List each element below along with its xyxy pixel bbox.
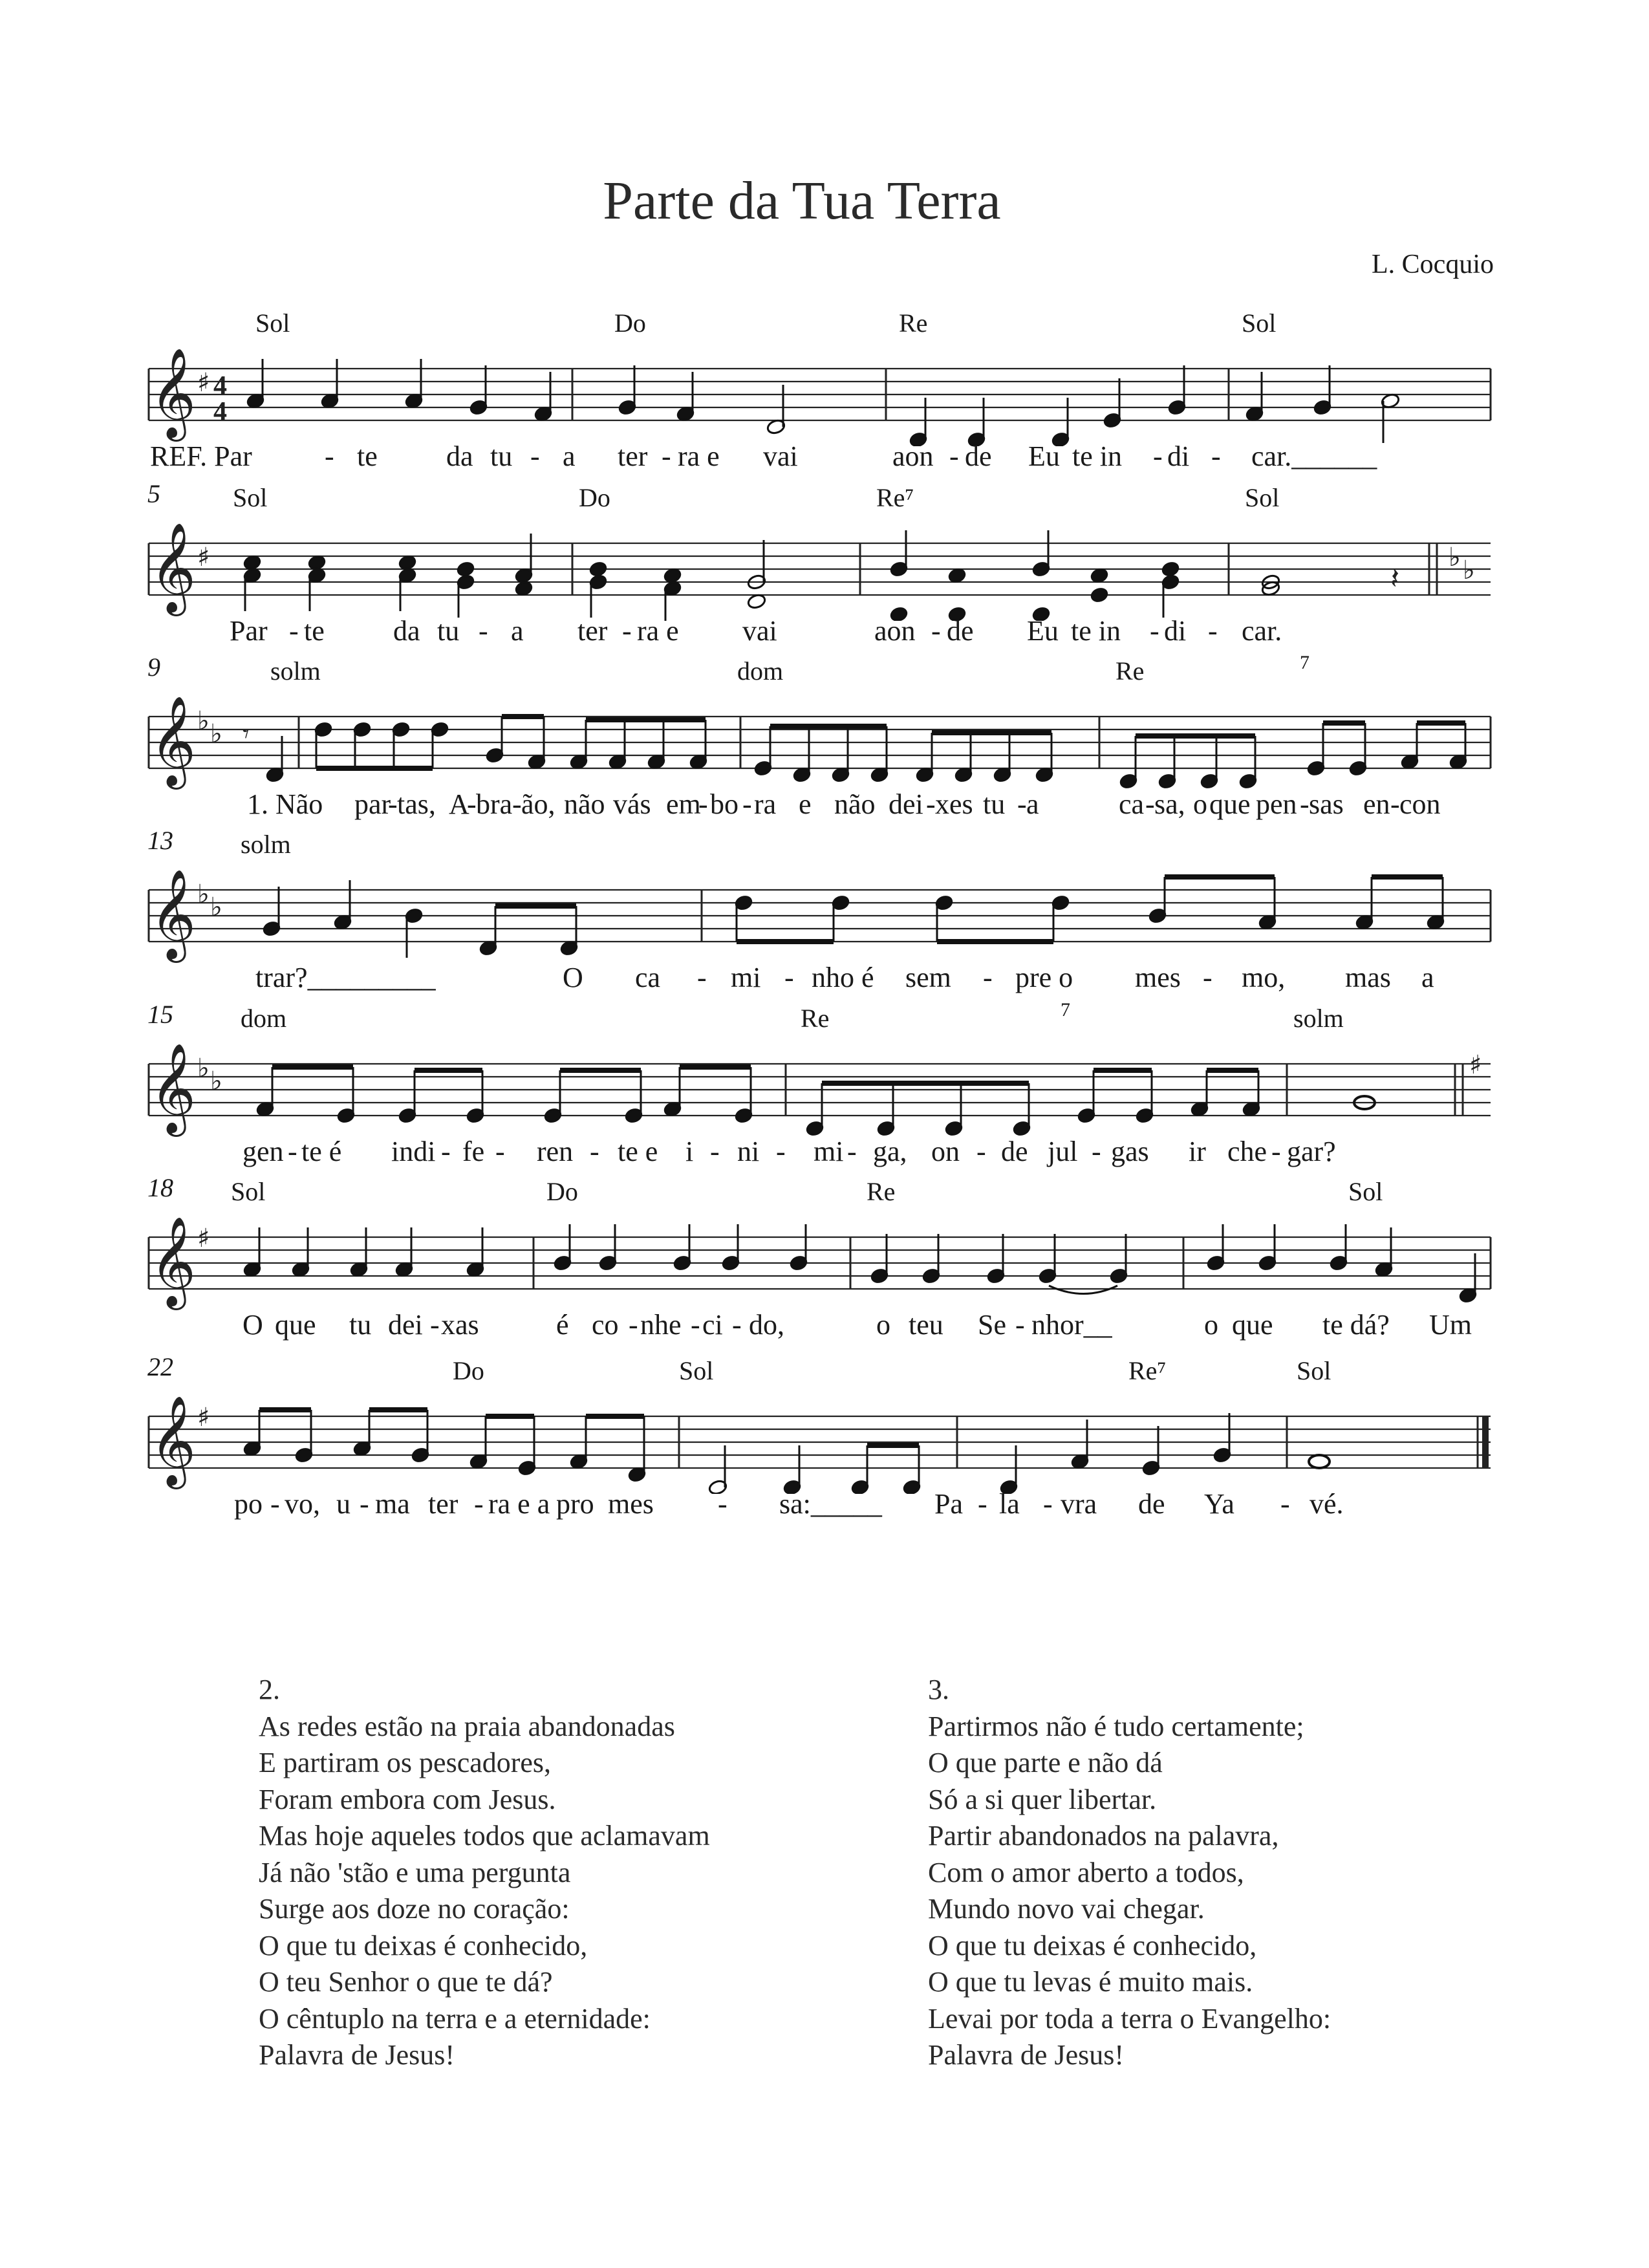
lyric-syllable: -	[742, 788, 752, 820]
lyric-syllable: che	[1227, 1136, 1267, 1167]
staff-lines	[149, 369, 1491, 420]
lyrics-line	[0, 614, 1649, 653]
lyric-syllable: -	[1280, 1488, 1290, 1520]
lyric-syllable: trar?_________	[255, 962, 436, 993]
chord-symbol: 7	[1061, 999, 1070, 1021]
lyric-syllable: sas	[1309, 788, 1344, 820]
music-system	[0, 479, 1649, 666]
lyric-syllable: vai	[763, 440, 798, 472]
lyric-syllable: ra e a	[488, 1488, 550, 1520]
lyric-syllable: -	[629, 1309, 638, 1341]
lyric-syllable: mi	[814, 1136, 844, 1167]
chord-symbol: Do	[546, 1177, 578, 1206]
time-signature: 4	[213, 371, 227, 401]
lyric-syllable: mas	[1345, 962, 1391, 993]
chord-symbol: Re	[1116, 656, 1145, 686]
lyric-syllable: -	[662, 440, 671, 472]
lyric-syllable: a	[511, 615, 524, 647]
lyric-syllable: Par	[230, 615, 268, 647]
lyric-syllable: -	[495, 1136, 505, 1167]
treble-clef-icon: 𝄞	[150, 1043, 196, 1133]
lyric-syllable: A	[449, 788, 469, 820]
music-system	[0, 1172, 1649, 1360]
music-system	[0, 1352, 1649, 1539]
verse-line: Mundo novo vai chegar.	[928, 1893, 1205, 1925]
chord-symbol: Re⁷	[876, 483, 914, 512]
lyric-syllable: -	[512, 788, 522, 820]
verse-line: Com o amor aberto a todos,	[928, 1856, 1244, 1888]
lyric-syllable: ma	[375, 1488, 410, 1520]
lyric-syllable: ter	[577, 615, 608, 647]
lyric-syllable: -	[949, 440, 959, 472]
lyric-syllable: Eu	[1027, 615, 1059, 647]
lyric-syllable: car.	[1242, 615, 1282, 647]
chord-symbol: dom	[241, 1004, 287, 1033]
lyric-syllable: -	[467, 788, 477, 820]
lyric-syllable: -	[1043, 1488, 1053, 1520]
music-system	[0, 999, 1649, 1187]
lyric-syllable: vai	[742, 615, 777, 647]
verse-line: O que parte e não dá	[928, 1747, 1163, 1778]
chord-symbol: Sol	[1297, 1356, 1331, 1385]
lyric-syllable: -	[784, 962, 794, 993]
verse-line: O que tu deixas é conhecido,	[928, 1929, 1257, 1961]
lyric-syllable: -	[847, 1136, 857, 1167]
lyric-syllable: REF. Par	[150, 440, 252, 472]
lyric-syllable: -	[1153, 440, 1163, 472]
lyric-syllable: -	[931, 615, 941, 647]
verse-line: Levai por toda a terra o Evangelho:	[928, 2002, 1331, 2035]
sharp-icon: ♯	[197, 543, 210, 572]
lyric-syllable: on	[931, 1136, 960, 1167]
lyric-syllable: -	[530, 440, 540, 472]
verse-line: As redes estão na praia abandonadas	[259, 1710, 675, 1742]
lyric-syllable: -	[698, 788, 708, 820]
lyric-syllable: gen	[242, 1136, 284, 1167]
lyric-syllable: te dá?	[1322, 1309, 1390, 1341]
lyric-syllable: que	[1209, 788, 1251, 820]
lyric-syllable: -	[926, 788, 936, 820]
lyric-syllable: -	[360, 1488, 369, 1520]
lyric-syllable: O	[242, 1309, 263, 1341]
lyric-syllable: con	[1399, 788, 1441, 820]
lyric-syllable: pen	[1256, 788, 1297, 820]
lyric-syllable: te e	[618, 1136, 658, 1167]
lyric-syllable: ni	[737, 1136, 760, 1167]
lyric-syllable: -	[691, 1309, 700, 1341]
lyric-syllable: te in	[1072, 440, 1122, 472]
chord-symbol: Do	[453, 1356, 484, 1385]
lyric-syllable: -	[325, 440, 334, 472]
chord-symbol: Re⁷	[1128, 1356, 1167, 1385]
lyric-syllable: -	[776, 1136, 786, 1167]
lyric-syllable: te	[357, 440, 378, 472]
chord-symbol: Sol	[255, 308, 290, 338]
lyric-syllable: vé.	[1310, 1488, 1344, 1520]
measure-number: 9	[147, 653, 160, 682]
lyric-syllable: -	[289, 615, 299, 647]
verse-3	[928, 1672, 1331, 2074]
chord-symbol: Sol	[1245, 483, 1280, 512]
verse-line: E partiram os pescadores,	[259, 1747, 552, 1778]
lyric-syllable: i	[685, 1136, 694, 1167]
lyric-syllable: Um	[1429, 1309, 1472, 1341]
lyric-syllable: -	[388, 788, 398, 820]
verse-number: 2.	[259, 1674, 280, 1705]
lyric-syllable: de	[947, 615, 974, 647]
verse-number: 3.	[928, 1674, 949, 1705]
lyric-syllable: sa:_____	[779, 1488, 882, 1520]
notes	[266, 717, 1468, 790]
lyric-syllable: ca	[1119, 788, 1145, 820]
treble-clef-icon: 𝄞	[150, 696, 196, 786]
svg-text:4: 4	[213, 397, 227, 427]
lyric-syllable: Eu	[1028, 440, 1060, 472]
lyric-syllable: nho é	[812, 962, 874, 993]
lyric-syllable: mes	[608, 1488, 654, 1520]
notes	[263, 877, 1445, 958]
lyric-syllable: te in	[1071, 615, 1121, 647]
lyric-syllable: -	[441, 1136, 451, 1167]
lyric-syllable: di	[1164, 615, 1187, 647]
lyric-syllable: tu	[490, 440, 513, 472]
lyric-syllable: -	[1015, 1309, 1025, 1341]
lyric-syllable: -	[983, 962, 993, 993]
verse-line: Partir abandonados na palavra,	[928, 1820, 1279, 1852]
lyric-syllable: -	[1211, 440, 1221, 472]
staff-notation	[0, 652, 1649, 794]
chord-symbol: Re	[801, 1004, 830, 1033]
lyric-syllable: -	[732, 1309, 742, 1341]
lyric-syllable: fe	[462, 1136, 485, 1167]
lyric-syllable: pro	[556, 1488, 594, 1520]
lyric-syllable: jul	[1048, 1136, 1078, 1167]
lyric-syllable: vra	[1061, 1488, 1097, 1520]
lyric-syllable: de	[965, 440, 992, 472]
lyric-syllable: tu	[437, 615, 460, 647]
lyric-syllable: -	[479, 615, 488, 647]
lyric-syllable: o	[1204, 1309, 1218, 1341]
verse-line: O teu Senhor o que te dá?	[259, 1966, 553, 1998]
lyric-syllable: ra e	[678, 440, 720, 472]
verse-line: O cêntuplo na terra e a eternidade:	[259, 2002, 651, 2035]
lyric-syllable: -	[1390, 788, 1400, 820]
lyric-syllable: o	[1193, 788, 1207, 820]
lyric-syllable: te	[304, 615, 325, 647]
measure-number: 5	[147, 479, 160, 508]
lyric-syllable: -	[1150, 615, 1159, 647]
composer-name: L. Cocquio	[1372, 250, 1494, 279]
lyric-syllable: em	[666, 788, 701, 820]
lyric-syllable: mes	[1135, 962, 1181, 993]
staff-notation	[0, 304, 1649, 446]
sharp-icon: ♯	[197, 368, 210, 398]
verse-line: Já não 'stão e uma pergunta	[259, 1856, 571, 1888]
lyric-syllable: e	[799, 788, 812, 820]
verse-2	[259, 1672, 710, 2074]
chord-symbol: Re	[899, 308, 928, 338]
lyric-syllable: 1. Não	[247, 788, 323, 820]
music-system	[0, 304, 1649, 491]
chord-symbol: Re	[867, 1177, 896, 1206]
lyric-syllable: tu	[983, 788, 1006, 820]
lyric-syllable: ga,	[873, 1136, 907, 1167]
lyrics-line	[0, 440, 1649, 479]
treble-clef-icon: 𝄞	[150, 869, 196, 959]
lyric-syllable: aon	[892, 440, 934, 472]
verse-line: Palavra de Jesus!	[259, 2039, 455, 2071]
flat-icon: ♭	[197, 1053, 210, 1083]
lyric-syllable: ter	[618, 440, 648, 472]
lyric-syllable: mi	[731, 962, 761, 993]
lyrics-line	[0, 961, 1649, 1000]
lyric-syllable: indi	[391, 1136, 436, 1167]
lyric-syllable: ão,	[521, 788, 555, 820]
flat-icon: ♭	[197, 880, 210, 909]
chord-symbol: Sol	[233, 483, 268, 512]
lyric-syllable: o	[876, 1309, 890, 1341]
lyric-syllable: dei	[388, 1309, 423, 1341]
lyric-syllable: -	[978, 1488, 987, 1520]
measure-number: 22	[147, 1352, 173, 1381]
measure-number: 18	[147, 1173, 173, 1202]
staff-notation	[0, 1352, 1649, 1494]
lyric-syllable: u	[336, 1488, 350, 1520]
lyric-syllable: -	[590, 1136, 599, 1167]
verse-line: Só a si quer libertar.	[928, 1783, 1157, 1815]
lyric-syllable: -	[270, 1488, 280, 1520]
song-title: Parte da Tua Terra	[603, 171, 1001, 231]
lyric-syllable: -	[697, 962, 707, 993]
lyric-syllable: ra	[754, 788, 777, 820]
lyric-syllable: dei	[889, 788, 923, 820]
lyric-syllable: xes	[935, 788, 973, 820]
lyric-syllable: ca	[635, 962, 661, 993]
sharp-icon: ♯	[1469, 1050, 1482, 1080]
notes	[243, 1410, 1330, 1494]
lyric-syllable: do,	[749, 1309, 784, 1341]
chord-symbol: solm	[241, 830, 291, 859]
verse-line: O que tu levas é muito mais.	[928, 1966, 1253, 1998]
lyric-syllable: -	[718, 1488, 727, 1520]
notes	[256, 1067, 1375, 1137]
lyric-syllable: de	[1138, 1488, 1165, 1520]
lyric-syllable: a	[563, 440, 576, 472]
lyric-syllable: -	[1092, 1136, 1101, 1167]
lyric-syllable: de	[1001, 1136, 1028, 1167]
lyric-syllable: -	[430, 1309, 440, 1341]
lyric-syllable: vás	[613, 788, 651, 820]
lyric-syllable: sem	[905, 962, 951, 993]
lyric-syllable: -	[1300, 788, 1310, 820]
lyrics-line	[0, 1487, 1649, 1526]
verse-line: Partirmos não é tudo certamente;	[928, 1710, 1304, 1742]
lyric-syllable: mo,	[1242, 962, 1286, 993]
treble-clef-icon: 𝄞	[150, 348, 196, 438]
lyric-syllable: sa,	[1154, 788, 1185, 820]
lyric-syllable: Ya	[1204, 1488, 1234, 1520]
lyric-syllable: -	[1145, 788, 1155, 820]
lyric-syllable: teu	[909, 1309, 943, 1341]
lyric-syllable: gar?	[1287, 1136, 1336, 1167]
lyric-syllable: -	[474, 1488, 484, 1520]
lyric-syllable: -	[1203, 962, 1212, 993]
lyric-syllable: -	[1271, 1136, 1281, 1167]
lyric-syllable: -	[976, 1136, 986, 1167]
lyric-syllable: -	[710, 1136, 720, 1167]
lyric-syllable: é	[556, 1309, 569, 1341]
svg-text:♭: ♭	[210, 892, 222, 922]
chord-symbol: solm	[270, 656, 321, 686]
verse-line: Palavra de Jesus!	[928, 2039, 1125, 2071]
lyric-syllable: que	[275, 1309, 316, 1341]
measure-number: 15	[147, 1000, 173, 1029]
lyric-syllable: Se	[978, 1309, 1006, 1341]
lyric-syllable: da	[393, 615, 420, 647]
chord-symbol: dom	[737, 656, 784, 686]
chord-symbol: Sol	[1242, 308, 1277, 338]
notes	[246, 359, 1401, 446]
lyric-syllable: ir	[1189, 1136, 1206, 1167]
chord-symbol: Do	[614, 308, 646, 338]
verse-line: Mas hoje aqueles todos que aclamavam	[259, 1820, 710, 1852]
lyric-syllable: aon	[874, 615, 916, 647]
lyric-syllable: car.______	[1251, 440, 1377, 472]
lyric-syllable: xas	[441, 1309, 479, 1341]
lyric-syllable: ter	[428, 1488, 458, 1520]
lyric-syllable: te é	[301, 1136, 342, 1167]
lyric-syllable: pre o	[1015, 962, 1073, 993]
sharp-icon: ♯	[197, 1403, 210, 1432]
lyric-syllable: bra	[476, 788, 513, 820]
notes	[243, 1224, 1478, 1304]
lyric-syllable: vo,	[285, 1488, 320, 1520]
lyric-syllable: ci	[702, 1309, 723, 1341]
chord-symbol: Do	[579, 483, 610, 512]
lyric-syllable: bo	[710, 788, 738, 820]
lyric-syllable: que	[1232, 1309, 1273, 1341]
svg-text:♭: ♭	[210, 719, 222, 749]
treble-clef-icon: 𝄞	[150, 523, 196, 612]
lyric-syllable: tu	[349, 1309, 372, 1341]
lyric-syllable: não	[564, 788, 605, 820]
lyrics-line	[0, 1308, 1649, 1347]
lyric-syllable: ra e	[637, 615, 679, 647]
lyric-syllable: di	[1167, 440, 1190, 472]
lyric-syllable: O	[563, 962, 583, 993]
svg-text:♭: ♭	[210, 1066, 222, 1096]
chord-symbol: Sol	[1348, 1177, 1383, 1206]
lyric-syllable: tas,	[397, 788, 436, 820]
lyrics-line	[0, 788, 1649, 826]
verse-line: Surge aos doze no coração:	[259, 1893, 570, 1925]
lyric-syllable: nhe	[640, 1309, 682, 1341]
lyric-syllable: la	[999, 1488, 1020, 1520]
rest-icon: 𝄾	[242, 719, 250, 749]
chord-symbol: 7	[1300, 652, 1310, 673]
measure-number: 13	[147, 826, 173, 855]
chord-symbol: Sol	[679, 1356, 714, 1385]
music-system	[0, 652, 1649, 839]
lyric-syllable: Pa	[934, 1488, 963, 1520]
lyric-syllable: -	[288, 1136, 297, 1167]
lyric-syllable: não	[834, 788, 876, 820]
treble-clef-icon: 𝄞	[150, 1216, 196, 1306]
lyric-syllable: nhor__	[1031, 1309, 1112, 1341]
lyrics-line	[0, 1135, 1649, 1174]
verse-line: Foram embora com Jesus.	[259, 1783, 556, 1815]
rest-icon: 𝄽	[1390, 561, 1400, 596]
music-system	[0, 825, 1649, 1013]
lyric-syllable: en	[1363, 788, 1390, 820]
chord-symbol: Sol	[231, 1177, 266, 1206]
lyric-syllable: da	[446, 440, 473, 472]
lyric-syllable: co	[592, 1309, 619, 1341]
final-barline	[1482, 1416, 1489, 1468]
chord-symbol: solm	[1293, 1004, 1344, 1033]
lyric-syllable: a	[1026, 788, 1039, 820]
sharp-icon: ♯	[197, 1224, 210, 1253]
lyric-syllable: gas	[1111, 1136, 1149, 1167]
lyric-syllable: -	[1208, 615, 1218, 647]
lyric-syllable: par	[354, 788, 391, 820]
lyric-syllable: -	[1017, 788, 1027, 820]
flat-icon: ♭	[197, 706, 210, 736]
verse-line: O que tu deixas é conhecido,	[259, 1929, 588, 1961]
lyric-syllable: ren	[537, 1136, 574, 1167]
lyric-syllable: po	[234, 1488, 263, 1520]
svg-text:♭: ♭	[1463, 556, 1475, 585]
treble-clef-icon: 𝄞	[150, 1396, 196, 1485]
flat-icon: ♭	[1449, 543, 1461, 572]
lyric-syllable: a	[1421, 962, 1434, 993]
lyric-syllable: -	[622, 615, 632, 647]
